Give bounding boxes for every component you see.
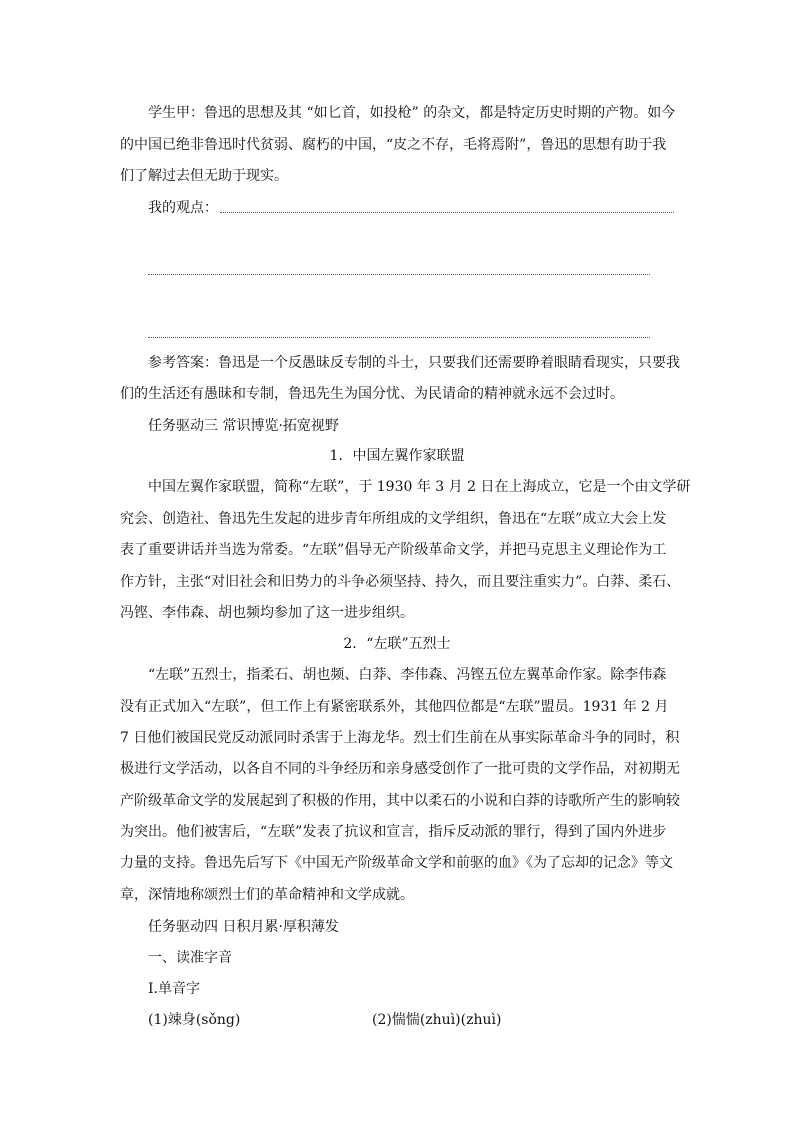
my-view-label: 我的观点： [148,200,218,216]
section2-line-5: 产阶级革命文学的发展起到了积极的作用，其中以柔石的小说和白莽的诗歌所产生的影响较 [120,793,680,809]
section1-line-2: 究会、创造社、鲁迅先生发起的进步青年所组成的文学组织，鲁迅在“左联”成立大会上发 [120,511,667,527]
section1-line-1: 中国左翼作家联盟，简称“左联”，于 1930 年 3 月 2 日在上海成立，它是一个由文学研 [148,479,691,495]
section2-line-1: “左联”五烈士，指柔石、胡也频、白莽、李伟森、冯铿五位左翼革命作家。除李伟森 [148,667,667,683]
section2-line-7: 力量的支持。鲁迅先后写下《中国无产阶级革命文学和前驱的血》《为了忘却的记念》等文 [120,855,673,871]
section2-line-4: 极进行文学活动，以各自不同的斗争经历和亲身感受创作了一批可贵的文学作品，对初期无 [120,761,680,777]
section1-line-3: 表了重要讲话并当选为常委。“左联”倡导无产阶级革命文学，并把马克思主义理论作为工 [120,542,667,558]
section2-title: 2．“左联”五烈士 [343,636,451,652]
section1-line-4: 作方针，主张“对旧社会和旧势力的斗争必须坚持、持久，而且要注重实力”。白莽、柔石、 [120,574,681,590]
section2-line-2: 没有正式加入“左联”，但工作上有紧密联系外，其他四位都是“左联”盟员。1931 年 2 月 [120,699,669,715]
section1-line-5: 冯铿、李伟森、胡也频均参加了这一进步组织。 [120,605,414,621]
section2-line-8: 章，深情地称颂烈士们的革命精神和文学成就。 [120,887,414,903]
task4-heading: 任务驱动四 日积月累·厚积薄发 [148,919,339,935]
reference-line-1: 参考答案：鲁迅是一个反愚昧反专制的斗士，只要我们还需要睁着眼睛看现实，只要我 [148,355,680,371]
reference-line-2: 们的生活还有愚昧和专制，鲁迅先生为国分忧、为民请命的精神就永远不会过时。 [120,386,624,402]
student-a-line-2: 的中国已绝非鲁迅时代贫弱、腐朽的中国，“皮之不存，毛将焉附”，鲁迅的思想有助于我 [120,137,667,153]
pronunciation-item-1: (1)竦身(sǒng) [148,1012,241,1028]
student-a-line-1: 学生甲：鲁迅的思想及其 “如匕首，如投枪” 的杂文，都是特定历史时期的产物。如今 [148,105,676,121]
student-a-line-3: 们了解过去但无助于现实。 [120,168,288,184]
pronunciation-item-2: (2)惴惴(zhuì)(zhuì) [372,1012,502,1028]
section1-title: 1．中国左翼作家联盟 [329,448,465,464]
section2-line-6: 为突出。他们被害后，“左联”发表了抗议和宣言，指斥反动派的罪行，得到了国内外进步 [120,824,667,840]
answer-line-1[interactable] [220,212,674,213]
section2-line-3: 7 日他们被国民党反动派同时杀害于上海龙华。烈士们生前在从事实际革命斗争的同时，积 [120,730,680,746]
subheading-single-char: Ⅰ.单音字 [148,981,200,997]
task3-heading: 任务驱动三 常识博览·拓宽视野 [148,418,339,434]
answer-line-3[interactable] [148,337,650,338]
subheading-pronunciation: 一、读准字音 [148,950,232,966]
answer-line-2[interactable] [148,274,650,275]
